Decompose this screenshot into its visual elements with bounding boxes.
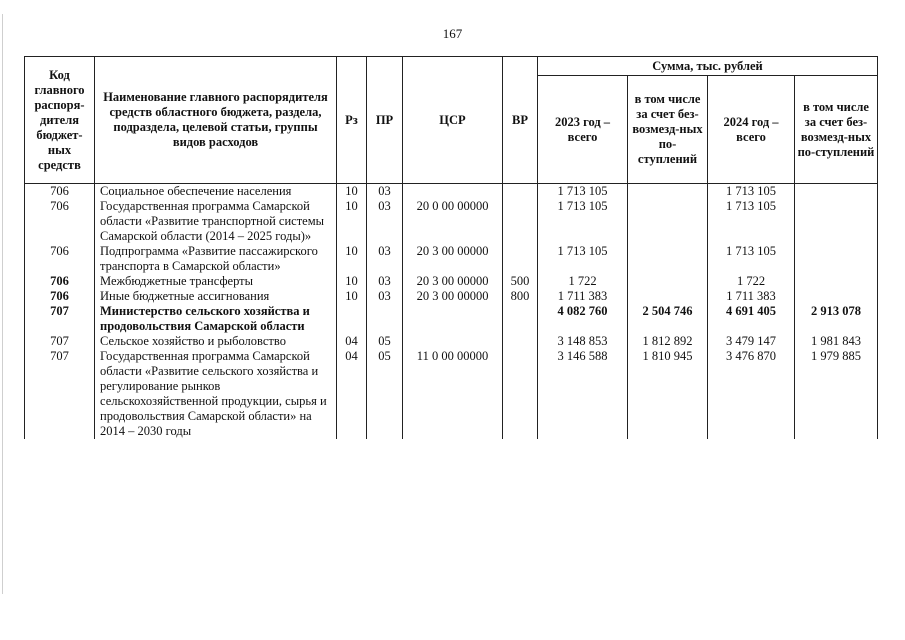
- cell-2023-free: 2 504 746: [628, 304, 708, 334]
- cell-2023-total: 1 711 383: [538, 289, 628, 304]
- cell-2024-total: 3 476 870: [708, 349, 795, 439]
- cell-pr: 03: [367, 274, 403, 289]
- cell-csr: 11 0 00 00000: [403, 349, 503, 439]
- table-row: [25, 349, 878, 439]
- header-2024-free: в том числе за счет без-возмезд-ных по-ступлений: [795, 76, 878, 184]
- cell-rz: 10: [337, 244, 367, 274]
- cell-rz: 04: [337, 334, 367, 349]
- table-row: [25, 244, 878, 274]
- cell-2023-total: 1 713 105: [538, 184, 628, 200]
- cell-name: Иные бюджетные ассигнования: [95, 289, 337, 304]
- cell-name: Социальное обеспечение населения: [95, 184, 337, 200]
- cell-2023-total: 1 722: [538, 274, 628, 289]
- cell-pr: 05: [367, 349, 403, 439]
- header-vr: ВР: [503, 57, 538, 184]
- cell-2024-total: 1 713 105: [708, 184, 795, 200]
- cell-2024-total: 1 713 105: [708, 199, 795, 244]
- table-row: [25, 274, 878, 289]
- header-code: Код главного распоря-дителя бюджет-ных средств: [25, 57, 95, 184]
- cell-name: Межбюджетные трансферты: [95, 274, 337, 289]
- cell-vr: [503, 244, 538, 274]
- cell-csr: [403, 304, 503, 334]
- cell-2023-free: [628, 274, 708, 289]
- cell-name: Министерство сельского хозяйства и продовольствия Самарской области: [95, 304, 337, 334]
- cell-rz: 10: [337, 199, 367, 244]
- cell-vr: [503, 199, 538, 244]
- cell-2024-total: 4 691 405: [708, 304, 795, 334]
- table-row: [25, 304, 878, 334]
- cell-name: Государственная программа Самарской области «Развитие транспортной системы Самарской области (2014 – 2025 годы)»: [95, 199, 337, 244]
- cell-csr: [403, 334, 503, 349]
- cell-2024-free: 1 979 885: [795, 349, 878, 439]
- cell-2023-total: 1 713 105: [538, 244, 628, 274]
- cell-2023-total: 3 148 853: [538, 334, 628, 349]
- cell-2023-free: [628, 289, 708, 304]
- cell-2024-free: 1 981 843: [795, 334, 878, 349]
- cell-vr: [503, 184, 538, 200]
- header-pr: ПР: [367, 57, 403, 184]
- cell-code: 706: [25, 184, 95, 200]
- cell-2023-total: 3 146 588: [538, 349, 628, 439]
- cell-name: Подпрограмма «Развитие пассажирского транспорта в Самарской области»: [95, 244, 337, 274]
- cell-pr: 03: [367, 184, 403, 200]
- cell-code: 706: [25, 199, 95, 244]
- cell-2023-free: [628, 199, 708, 244]
- cell-rz: 10: [337, 274, 367, 289]
- cell-2023-free: 1 810 945: [628, 349, 708, 439]
- cell-2023-total: 1 713 105: [538, 199, 628, 244]
- cell-rz: 04: [337, 349, 367, 439]
- left-margin-rule: [2, 14, 3, 594]
- cell-rz: [337, 304, 367, 334]
- header-csr: ЦСР: [403, 57, 503, 184]
- table-row: [25, 334, 878, 349]
- cell-pr: 05: [367, 334, 403, 349]
- header-2023-total: 2023 год – всего: [538, 76, 628, 184]
- cell-pr: 03: [367, 244, 403, 274]
- cell-csr: [403, 184, 503, 200]
- cell-rz: 10: [337, 289, 367, 304]
- budget-table: [24, 56, 878, 439]
- cell-vr: 500: [503, 274, 538, 289]
- cell-vr: [503, 349, 538, 439]
- cell-pr: [367, 304, 403, 334]
- header-2024-total: 2024 год – всего: [708, 76, 795, 184]
- cell-2024-total: 1 711 383: [708, 289, 795, 304]
- header-2023-free: в том числе за счет без-возмезд-ных по-ступлений: [628, 76, 708, 184]
- cell-code: 707: [25, 334, 95, 349]
- cell-2024-free: [795, 289, 878, 304]
- cell-2024-free: [795, 274, 878, 289]
- cell-name: Сельское хозяйство и рыболовство: [95, 334, 337, 349]
- cell-pr: 03: [367, 199, 403, 244]
- cell-2024-free: [795, 184, 878, 200]
- table-row: [25, 199, 878, 244]
- cell-code: 707: [25, 304, 95, 334]
- cell-name: Государственная программа Самарской области «Развитие сельского хозяйства и регулирование рынков сельскохозяйственной продукции, сырья и продовольствия Самарской области» на 2014 – 2030 годы: [95, 349, 337, 439]
- cell-csr: 20 0 00 00000: [403, 199, 503, 244]
- cell-code: 706: [25, 274, 95, 289]
- header-rz: Рз: [337, 57, 367, 184]
- cell-2024-total: 3 479 147: [708, 334, 795, 349]
- cell-2024-free: [795, 199, 878, 244]
- cell-2023-total: 4 082 760: [538, 304, 628, 334]
- cell-vr: [503, 304, 538, 334]
- cell-2024-free: 2 913 078: [795, 304, 878, 334]
- table-row: [25, 184, 878, 200]
- cell-vr: [503, 334, 538, 349]
- cell-2023-free: [628, 244, 708, 274]
- header-sum: Сумма, тыс. рублей: [538, 57, 878, 76]
- cell-csr: 20 3 00 00000: [403, 244, 503, 274]
- cell-pr: 03: [367, 289, 403, 304]
- table-row: [25, 289, 878, 304]
- cell-2024-total: 1 722: [708, 274, 795, 289]
- cell-rz: 10: [337, 184, 367, 200]
- header-name: Наименование главного распорядителя средств областного бюджета, раздела, подраздела, целевой статьи, группы видов расходов: [95, 57, 337, 184]
- cell-code: 706: [25, 244, 95, 274]
- cell-2023-free: 1 812 892: [628, 334, 708, 349]
- cell-csr: 20 3 00 00000: [403, 274, 503, 289]
- cell-2024-free: [795, 244, 878, 274]
- cell-2023-free: [628, 184, 708, 200]
- cell-2024-total: 1 713 105: [708, 244, 795, 274]
- cell-code: 707: [25, 349, 95, 439]
- cell-code: 706: [25, 289, 95, 304]
- cell-vr: 800: [503, 289, 538, 304]
- page-number: 167: [442, 26, 463, 41]
- cell-csr: 20 3 00 00000: [403, 289, 503, 304]
